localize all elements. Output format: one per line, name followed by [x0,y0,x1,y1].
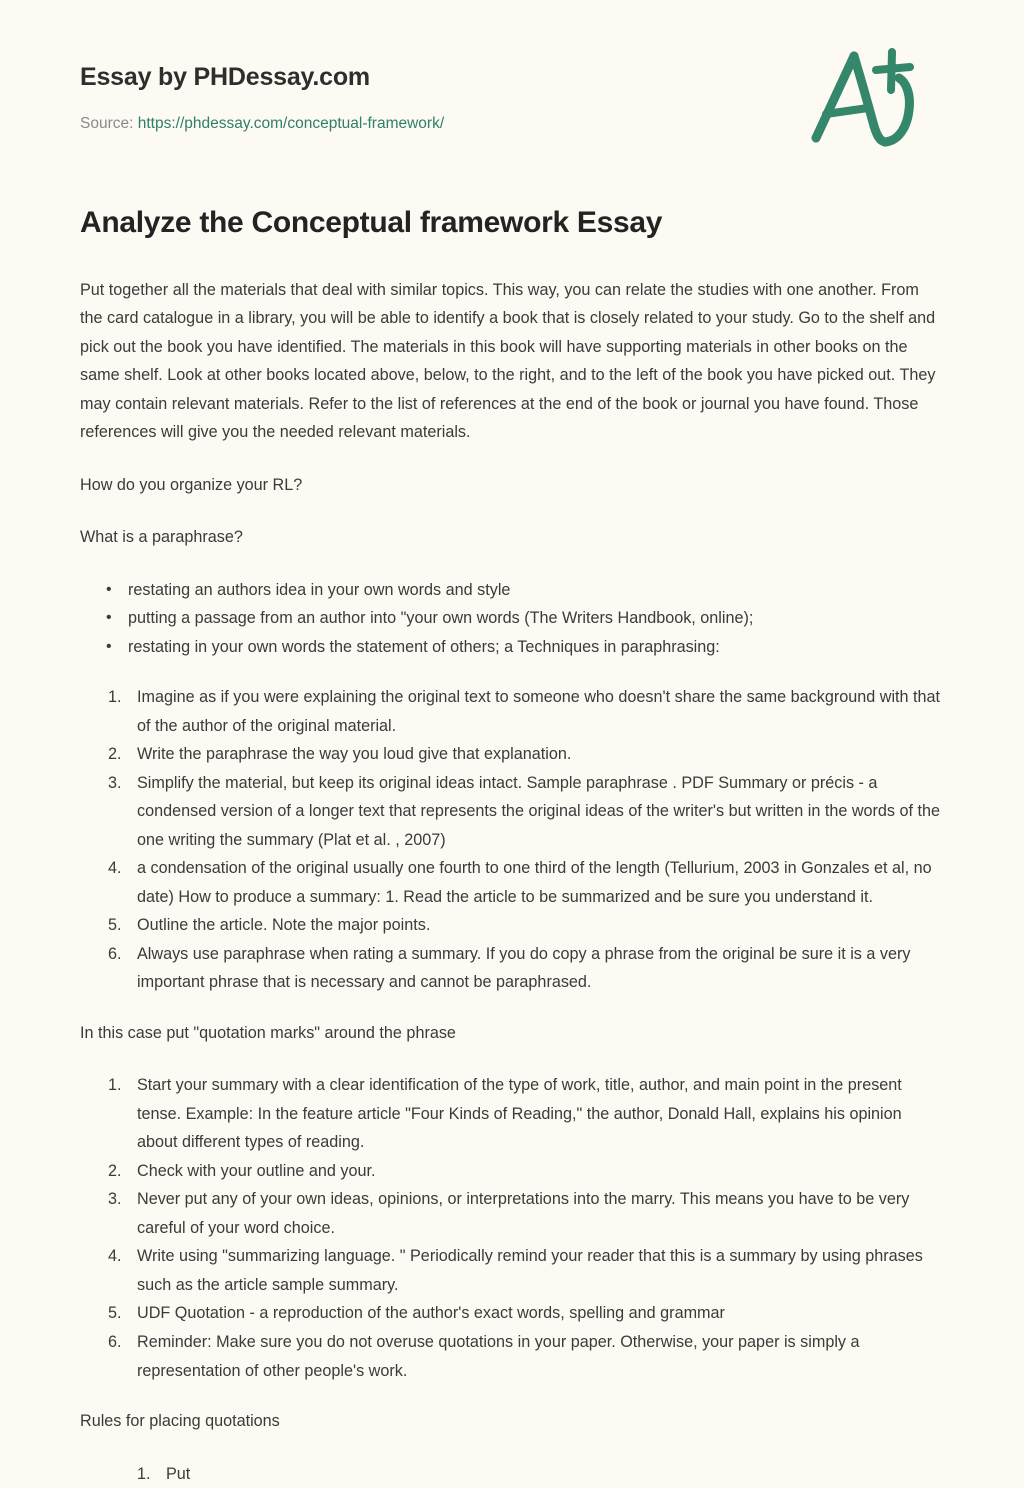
paragraph-quotation-marks: In this case put "quotation marks" around the phrase [80,1019,944,1048]
list-item: Check with your outline and your. [137,1157,944,1186]
paragraph-organize-rl: How do you organize your RL? [80,471,944,500]
list-item: • restating in your own words the statement of others; a Techniques in paraphrasing: [128,633,944,662]
list-item: Write using "summarizing language. " Periodically remind your reader that this is a summary by using phrases such as the article sample summary. [137,1242,944,1299]
list-item: Outline the article. Note the major points. [137,911,944,940]
aplus-logo-icon [806,42,926,152]
list-item: Write the paraphrase the way you loud give that explanation. [137,740,944,769]
source-url-link[interactable]: https://phdessay.com/conceptual-framework/ [138,115,444,132]
list-item: UDF Quotation - a reproduction of the author's exact words, spelling and grammar [137,1299,944,1328]
list-item: Imagine as if you were explaining the original text to someone who doesn't share the same background with that of the author of the original material. [137,683,944,740]
list-item: Reminder: Make sure you do not overuse quotations in your paper. Otherwise, your paper is simply a representation of other people's work. [137,1328,944,1385]
paraphrase-definition-list [80,576,944,662]
paragraph-rules-for-quotations: Rules for placing quotations [80,1407,944,1436]
paraphrasing-techniques-list [80,683,944,997]
brand-title: Essay by PHDessay.com [80,62,944,92]
list-item: Never put any of your own ideas, opinions, or interpretations into the marry. This means you have to be very careful of your word choice. [137,1185,944,1242]
source-label: Source: [80,115,133,132]
list-item: Start your summary with a clear identification of the type of work, title, author, and main point in the present tense. Example: In the feature article "Four Kinds of Reading," the author, Donald Hall, explains his opinion about different types of reading. [137,1071,944,1157]
paragraph-intro: Put together all the materials that deal with similar topics. This way, you can relate the studies with one another. From the card catalogue in a library, you will be able to identify a book that is closely related to your study. Go to the shelf and pick out the book you have identified. The materials in this book will have supporting materials in other books on the same shelf. Look at other books located above, below, to the right, and to the left of the book you have picked out. They may contain relevant materials. Refer to the list of references at the end of the book or journal you have found. Those references will give you the needed relevant materials. [80,276,944,447]
quotation-rules-list [80,1460,944,1488]
summary-writing-list [80,1071,944,1385]
page-header [80,0,944,120]
list-item: • restating an authors idea in your own words and style [128,576,944,605]
list-item: Put [166,1460,944,1488]
list-item: a condensation of the original usually one fourth to one third of the length (Tellurium, 2003 in Gonzales et al, no date) How to produce a summary: 1. Read the article to be summarized and be sure you understand it. [137,854,944,911]
essay-content [80,276,944,1488]
page-title: Analyze the Conceptual framework Essay [80,204,944,242]
list-item: • putting a passage from an author into "your own words (The Writers Handbook, online); [128,604,944,633]
list-item: Simplify the material, but keep its original ideas intact. Sample paraphrase . PDF Summary or précis - a condensed version of a longer text that represents the original ideas of the writer's but written in the words of the one writing the summary (Plat et al. , 2007) [137,769,944,855]
list-item: Always use paraphrase when rating a summary. If you do copy a phrase from the original be sure it is a very important phrase that is necessary and cannot be paraphrased. [137,940,944,997]
paragraph-what-is-paraphrase: What is a paraphrase? [80,523,944,552]
